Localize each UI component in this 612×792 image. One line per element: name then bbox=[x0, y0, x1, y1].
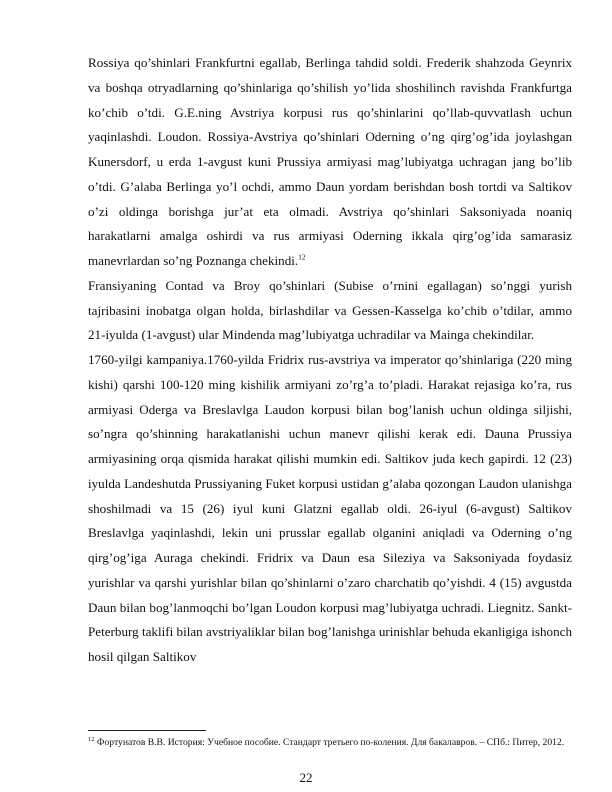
footnote-reference[interactable]: 12 bbox=[298, 252, 306, 262]
paragraph-2-text: Fransiyaning Contad va Broy qo’shinlari (Subise o’rnini egallagan) so’nggi yurish tajribasini inobatga olgan holda, birlashdilar va Gessen-Kasselga ko’chib o’tdilar, ammo 21-iyulda (1-avgust) ular Mindenda mag’lubiyatga uchradilar va Mainga chekindilar. bbox=[88, 277, 572, 343]
paragraph-3 bbox=[88, 348, 572, 670]
footnote-text: Фортунатов В.В. История: Учебное пособие. Стандарт третьего по-коления. Для бакалавров. – СПб.: Питер, 2012. bbox=[96, 737, 565, 748]
paragraph-3-text: 1760-yilgi kampaniya.1760-yilda Fridrix rus-avstriya va imperator qo’shinlariga (220 ming kishi) qarshi 100-120 ming kishilik armiyani zo’rg’a to’pladi. Harakat rejasiga ko’ra, rus armiyasi Oderga va Breslavlga Laudon korpusi bilan bog’lanish uchun oldinga siljishi, so’ngra qo’shinning harakatlanishi uchun manevr qilishi kerak edi. Dauna Prussiya armiyasining orqa qismida harakat qilishi mumkin edi. Saltikov juda kech gapirdi. 12 (23) iyulda Landeshutda Prussiyaning Fuket korpusi ustidan g’alaba qozongan Laudon ulanishga shoshilmadi va 15 (26) iyul kuni Glatzni egallab oldi. 26-iyul (6-avgust) Saltikov Breslavlga yaqinlashdi, lekin uni prusslar egallab olganini aniqladi va Oderning o’ng qirg’og’iga Auraga chekindi. Fridrix va Daun esa Sileziya va Saksoniyada foydasiz yurishlar va qarshi yurishlar bilan qo’shinlarni o’zaro charchatib qo’yishdi. 4 (15) avgustda Daun bilan bog’lanmoqchi bo’lgan Loudon korpusi mag’lubiyatga uchradi. Liegnitz. Sankt-Peterburg taklifi bilan avstriyaliklar bilan bog’lanishga urinishlar behuda ekanligiga ishonch hosil qilgan Saltikov bbox=[88, 352, 572, 664]
paragraph-1-text: Rossiya qo’shinlari Frankfurtni egallab, Berlinga tahdid soldi. Frederik shahzoda Geynrix va boshqa otryadlarning qo’shinlariga qo’shilish yo’lida shoshilinch ravishda Frankfurtga ko’chib o’tdi. G.E.ning Avstriya korpusi rus qo’shinlarini qo’llab-quvvatlash uchun yaqinlashdi. Loudon. Rossiya-Avstriya qo’shinlari Oderning o’ng qirg’og’ida joylashgan Kunersdorf, u erda 1-avgust kuni Prussiya armiyasi mag’lubiyatga uchragan jang bo’lib o’tdi. G’alaba Berlinga yo’l ochdi, ammo Daun yordam berishdan bosh tortdi va Saltikov o’zi oldinga borishga jur’at eta olmadi. Avstriya qo’shinlari Saksoniyada noaniq harakatlarni amalga oshirdi va rus armiyasi Oderning ikkala qirg’og’ida samarasiz manevrlardan so’ng Poznanga chekindi. bbox=[88, 55, 572, 268]
page-number: 22 bbox=[299, 770, 313, 785]
paragraph-1 bbox=[88, 51, 572, 274]
page-body bbox=[88, 51, 572, 670]
footnote-marker: 12 bbox=[88, 735, 95, 743]
footnote bbox=[88, 734, 572, 751]
footnote-separator bbox=[88, 730, 206, 731]
paragraph-2 bbox=[88, 274, 572, 348]
